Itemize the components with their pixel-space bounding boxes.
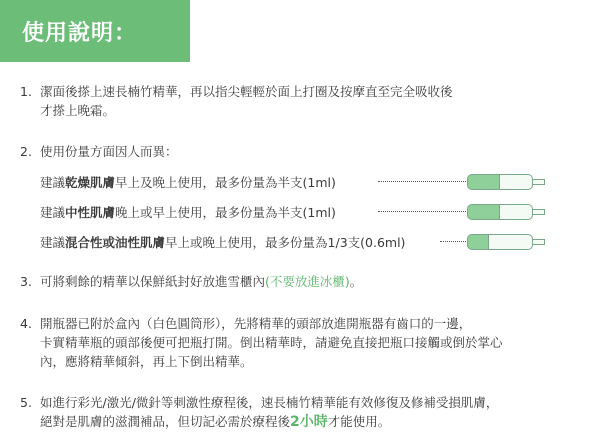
dose-text: 建議乾燥肌膚早上及晚上使用，最多份量為半支(1ml): [40, 175, 336, 190]
vial-neck: [533, 179, 545, 185]
step-number: 4.: [20, 316, 32, 331]
vial-empty: [489, 234, 533, 250]
vial-fill: [467, 234, 489, 250]
step-text: 使用份量方面因人而異：: [40, 144, 178, 159]
wait-time: 2小時: [290, 414, 328, 430]
step-text: 開瓶器已附於盒內（白色圓筒形），先將精華的頭部放進開瓶器有齒口的一邊，: [40, 316, 472, 331]
skin-type: 乾燥肌膚: [65, 175, 116, 190]
dose-text: 建議混合性或油性肌膚早上或晚上使用，最多份量為1/3支(0.6ml): [40, 235, 406, 250]
step-text: 可將剩餘的精華以保鮮紙封好放進雪櫃內(不要放進冰櫃)。: [40, 274, 363, 289]
dose-row-dry-skin: [40, 171, 560, 193]
vial-neck: [533, 209, 545, 215]
dose-row-normal-skin: [40, 201, 560, 223]
step-text: 才搽上晚霜。: [40, 103, 116, 118]
dose-text: 建議中性肌膚晚上或早上使用，最多份量為半支(1ml): [40, 205, 336, 220]
vial-empty: [500, 174, 533, 190]
vial-fill: [467, 174, 500, 190]
step-text: 潔面後搽上速長楠竹精華，再以指尖輕輕於面上打圈及按摩直至完全吸收後: [40, 84, 453, 99]
step-number: 5.: [20, 395, 32, 410]
leader-dots: [440, 241, 468, 242]
step-text: 內，應將精華傾斜，再上下倒出精華。: [40, 354, 253, 369]
leader-dots: [378, 181, 468, 182]
vial-neck: [533, 239, 545, 245]
dose-row-combination-oily-skin: [40, 231, 560, 253]
ampoule-icon: [467, 174, 545, 190]
ampoule-icon: [467, 234, 545, 250]
skin-type: 中性肌膚: [65, 205, 116, 220]
step-number: 1.: [20, 84, 32, 99]
step-number: 2.: [20, 144, 32, 159]
page-title: 使用說明：: [0, 0, 190, 62]
leader-dots: [378, 211, 468, 212]
warning-note: (不要放進冰櫃): [265, 274, 350, 289]
step-text: 如進行彩光/激光/微針等刺激性療程後，速長楠竹精華能有效修復及修補受損肌膚，: [40, 395, 499, 410]
vial-fill: [467, 204, 500, 220]
vial-empty: [500, 204, 533, 220]
step-text: 卡實精華瓶的頭部後便可把瓶打開。倒出精華時，請避免直接把瓶口接觸或倒於掌心: [40, 335, 503, 350]
step-text: 絕對是肌膚的滋潤補品，但切記必需於療程後2小時才能使用。: [40, 414, 391, 430]
step-number: 3.: [20, 274, 32, 289]
ampoule-icon: [467, 204, 545, 220]
skin-type: 混合性或油性肌膚: [65, 235, 166, 250]
